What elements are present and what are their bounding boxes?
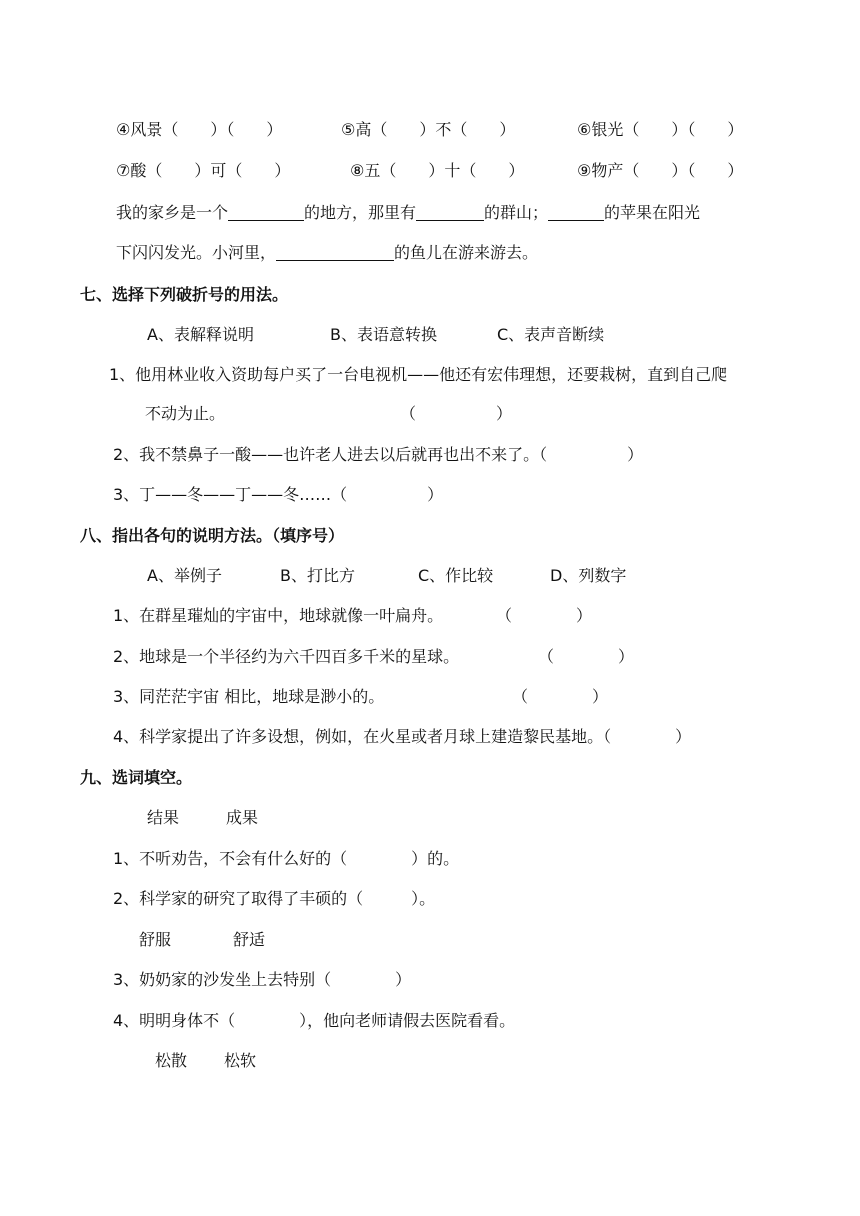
answer-paren[interactable]: （ ） — [496, 606, 593, 625]
word-choice: 结果 — [147, 808, 180, 827]
word-choice: 舒适 — [233, 930, 266, 949]
method-question-1: 1、在群星璀灿的宇宙中，地球就像一叶扁舟。 — [113, 606, 444, 625]
word-question-3: 3、奶奶家的沙发坐上去特别（ ） — [113, 970, 412, 989]
passage-line-2 — [116, 243, 538, 263]
word-choice: 松软 — [224, 1051, 257, 1070]
word-question-1: 1、不听劝告，不会有什么好的（ ）的。 — [113, 849, 460, 868]
blank-3[interactable] — [548, 204, 604, 221]
section-9-heading: 九、选词填空。 — [80, 768, 193, 787]
word-question-2: 2、科学家的研究了取得了丰硕的（ ）。 — [113, 889, 436, 908]
answer-paren[interactable]: （ ） — [512, 687, 609, 706]
passage-text: 的地方，那里有 — [304, 203, 417, 222]
idiom-item-8: ⑧五（ ）十（ ） — [350, 161, 525, 180]
answer-paren[interactable]: （ ） — [538, 647, 635, 666]
idiom-item-7: ⑦酸（ ）可（ ） — [116, 161, 291, 180]
dash-question-2: 2、我不禁鼻子一酸——也许老人进去以后就再也出不来了。（ ） — [113, 445, 644, 464]
passage-text: 的苹果在阳光 — [604, 203, 701, 222]
blank-2[interactable] — [416, 204, 484, 221]
idiom-item-5: ⑤高（ ）不（ ） — [341, 120, 516, 139]
answer-paren[interactable]: （ ） — [400, 404, 513, 423]
word-question-4: 4、明明身体不（ ），他向老师请假去医院看看。 — [113, 1011, 516, 1030]
blank-4[interactable] — [276, 244, 394, 261]
method-option-b: B、打比方 — [280, 566, 355, 585]
method-option-d: D、列数字 — [550, 566, 627, 585]
method-question-3: 3、同茫茫宇宙 相比，地球是渺小的。 — [113, 687, 385, 706]
section-7-heading: 七、选择下列破折号的用法。 — [80, 285, 289, 304]
section-8-heading: 八、指出各句的说明方法。（填序号） — [80, 526, 345, 545]
passage-text: 的群山； — [484, 203, 549, 222]
method-question-4: 4、科学家提出了许多设想，例如，在火星或者月球上建造黎民基地。（ ） — [113, 727, 692, 746]
idiom-item-6: ⑥银光（ ）（ ） — [577, 120, 744, 139]
method-question-2: 2、地球是一个半径约为六千四百多千米的星球。 — [113, 647, 460, 666]
word-choice: 成果 — [226, 808, 259, 827]
word-choice: 舒服 — [139, 930, 172, 949]
dash-question-3: 3、丁——冬——丁——冬……（ ） — [113, 485, 444, 504]
dash-option-c: C、表声音断续 — [497, 325, 605, 344]
passage-text: 我的家乡是一个 — [116, 203, 229, 222]
idiom-item-4: ④风景（ ）（ ） — [116, 120, 283, 139]
dash-question-1-cont: 不动为止。 — [145, 404, 226, 423]
dash-option-a: A、表解释说明 — [147, 325, 254, 344]
passage-text: 下闪闪发光。小河里， — [116, 243, 277, 262]
dash-question-1: 1、他用林业收入资助每户买了一台电视机——他还有宏伟理想，还要栽树，直到自己爬 — [109, 365, 728, 384]
idiom-item-9: ⑨物产（ ）（ ） — [577, 161, 744, 180]
method-option-a: A、举例子 — [147, 566, 222, 585]
word-choice: 松散 — [155, 1051, 188, 1070]
blank-1[interactable] — [228, 204, 304, 221]
method-option-c: C、作比较 — [418, 566, 494, 585]
dash-option-b: B、表语意转换 — [330, 325, 437, 344]
passage-text: 的鱼儿在游来游去。 — [394, 243, 539, 262]
passage-line-1 — [116, 203, 700, 223]
